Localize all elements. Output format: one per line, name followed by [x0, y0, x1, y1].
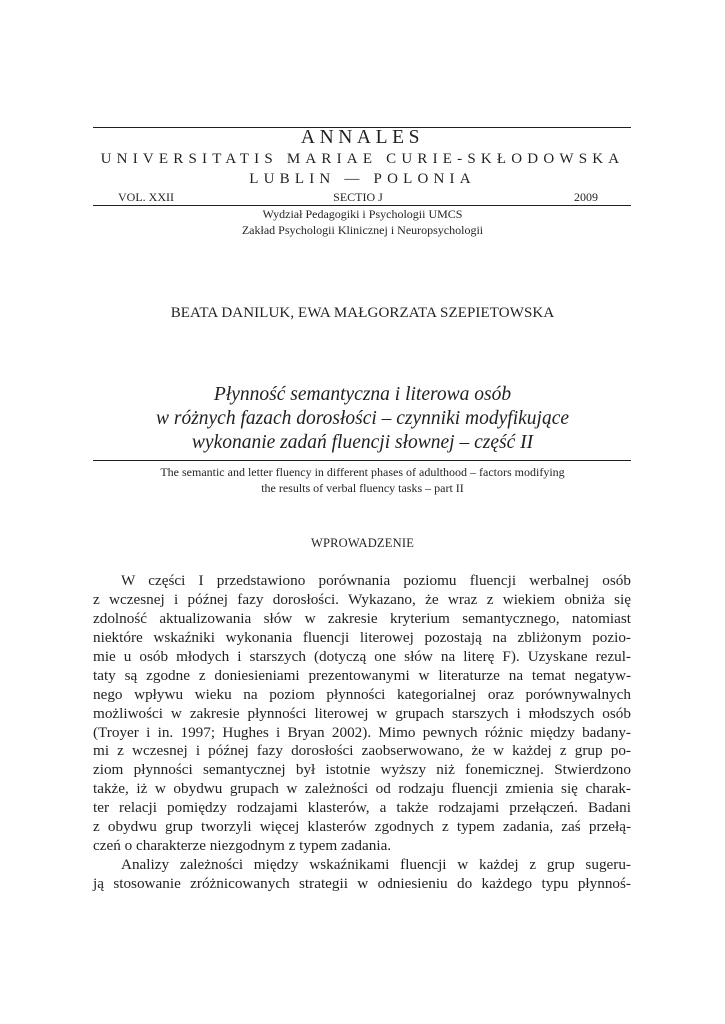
- subtitle-line: The semantic and letter fluency in different phases of adulthood – factors modifying: [160, 465, 565, 479]
- text-line: W części I przedstawiono porównania poziomu fluencji werbalnej osób: [121, 572, 631, 589]
- text-line: z wczesnej i późnej fazy dorosłości. Wykazano, że wraz z wiekiem obniża się: [93, 590, 631, 608]
- body-text: [93, 572, 631, 894]
- volume-row: [118, 189, 598, 205]
- text-line: ziom płynności semantycznej był istotnie wyższy niż fonemicznej. Stwierdzono: [93, 761, 631, 779]
- text-line: możliwości w zakresie płynności literowej w grupach starszych i młodszych osób: [93, 704, 631, 722]
- text-line: z obydwu grup tworzyli więcej klasterów zgodnych z typem zadania, zaś przełą-: [93, 818, 631, 836]
- text-line: taty są zgodne z doniesieniami prezentowanymi w literaturze na temat negatyw-: [93, 666, 631, 684]
- article-authors: BEATA DANILUK, EWA MAŁGORZATA SZEPIETOWSKA: [170, 305, 555, 321]
- text-line: mie u osób młodych i starszych (dotyczą one słów na literę F). Uzyskane rezul-: [93, 647, 631, 665]
- title-line: Płynność semantyczna i literowa osób: [213, 384, 512, 405]
- publication-year: 2009: [574, 190, 598, 204]
- volume-number: VOL. XXII: [118, 190, 174, 204]
- text-line: ją stosowanie zróżnicowanych strategii w odniesieniu do każdego typu płynnoś-: [93, 875, 631, 892]
- subtitle-line: the results of verbal fluency tasks – part II: [261, 481, 464, 495]
- text-line: (Troyer i in. 1997; Hughes i Bryan 2002). Mimo pewnych różnic między badany-: [93, 723, 631, 741]
- text-line: także, iż w obydwu grupach w zależności od rodzaju fluencji zmienia się charak-: [93, 780, 631, 798]
- text-line: czeń o charakterze niezgodnym z typem zadania.: [93, 837, 392, 855]
- department-unit: Zakład Psychologii Klinicznej i Neuropsychologii: [241, 223, 484, 237]
- text-line: Analizy zależności między wskaźnikami fluencji w każdej z grup sugeru-: [121, 856, 631, 874]
- journal-location: LUBLIN — POLONIA: [249, 171, 476, 187]
- title-line: wykonanie zadań fluencji słownej – część II: [191, 432, 534, 453]
- text-line: mi z wczesnej i późnej fazy dorosłości zaobserwowano, że w każdej z grup po-: [93, 742, 631, 760]
- article-title: [0, 383, 725, 455]
- department-faculty: Wydział Pedagogiki i Psychologii UMCS: [262, 207, 463, 221]
- department-lines: [0, 206, 725, 238]
- journal-name: ANNALES: [300, 127, 425, 148]
- text-line: nego wpływu wieku na poziom płynności kategorialnej oraz porównywalnych: [93, 685, 631, 703]
- article-english-title: [0, 464, 725, 496]
- paragraph: [93, 572, 631, 856]
- text-line: zdolność aktualizowania słów w zakresie kryterium semantycznego, natomiast: [93, 609, 631, 627]
- section-label: SECTIO J: [333, 190, 383, 204]
- text-line: niektóre wskaźniki wykonania fluencji literowej pozostają na zbliżonym pozio-: [93, 628, 631, 646]
- title-line: w różnych fazach dorosłości – czynniki modyfikujące: [155, 408, 570, 429]
- paragraph: [93, 856, 631, 894]
- title-rule: [93, 460, 631, 461]
- section-heading: WPROWADZENIE: [310, 536, 415, 550]
- university-name: UNIVERSITATIS MARIAE CURIE-SKŁODOWSKA: [100, 151, 625, 167]
- text-line: ter relacji pomiędzy rodzajami klasterów, a także rodzajami przełączeń. Badani: [93, 799, 631, 817]
